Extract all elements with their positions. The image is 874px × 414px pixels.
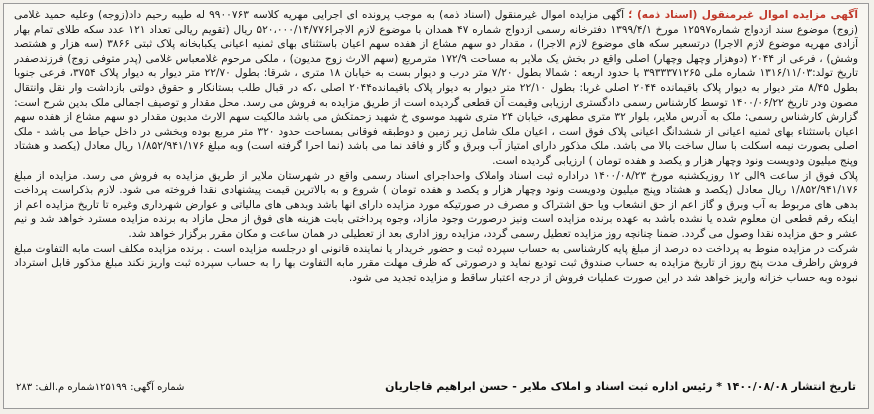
notice-frame bbox=[3, 3, 869, 409]
notice-intro-text: آگهی مزایده اموال غیرمنقول (اسناد ذمه) به موجب پرونده ای اجرایی مهریه کلاسه ۹۹۰۰۷۶۳ له طیبه رحیم داد(زوجه) وعلیه حمید غلامی (زوج) موضوع سند ازدواج شماره۱۲۵۹۷ مورخ ۱۳۹۹/۴/۱ دفترخانه رسمی ازدواج شماره ۴۷ همدان با موضوع لازم الاجرا۵۲۰،۰۰۰/۱۴/۷۷۶ ریال (تقویم ریالی تعداد ۱۲۱ عدد سکه طلای تمام بهار آزادی مهریه موضوع لازم الاجرا) درتسعیر سکه های موضوع لازم الاجرا) ، مقدار دو سهم مشاع از هفده سهم اعیان باستثنای بهای ثمنیه اعیانی یکبابخانه پلاک ثبتی ۳۸۶۶ (سه هزار و هشتصد وشش) ، فرعی از ۲۰۴۴ (دوهزار وچهل وچهار) اصلی واقع در بخش یک ملایر به مساحت ۱۷۲/۹ مترمربع (سهم الارث زوج مدیون) ، ملکی مرحوم غلامعباس غلامی (پدر متوفی زوج) فرزندصفدر تاریخ تولد:۱۳۱۶/۱۱/۰۳ شماره ملی ۳۹۳۳۳۷۱۲۶۵ با حدود اربعه : شمالا بطول ۷/۲۰ متر درب و دیوار بست به خیابان ۱۸ متری ، شرقا: بطول ۲۲/۷۰ متر دیوار به دیوار پلاک ۳۷۵۴، فرعی جنوبا بطول ۸/۴۵ متر دیوار به دیوار پلاک باقیمانده ۲۰۴۴ اصلی غربا: بطول ۲۲/۱۰ متر دیوار به دیوار پلاک باقیمانده۲۰۴۴ اصلی ،که در قبال طلب بستانکار و حقوق دولتی بازداشت وار نقل وانتقال مصون ودر تاریخ ۱۴۰۰/۰۶/۲۲ توسط کارشناس رسمی دادگستری ارزیابی وقیمت آن قطعی گردیده است از طریق مزایده به فروش می رسد. محل مقدار و توصیف اجمالی ملک بدین شرح است: bbox=[14, 9, 858, 109]
expert-report-paragraph: گزارش کارشناس رسمی: ملک به آدرس ملایر، بلوار ۳۲ متری مطهری، خیابان ۲۴ متری شهید موسوی خ شهید زحمتکش می باشد مالکیت سهم الارث مدیون مقدار دو سهم مشاع از هفده سهم اعیان باستثناء بهای ثمنیه اعیانی از ششدانگ اعیانی پلاک فوق است ، اعیان ملک شامل زیر زمین و دوطبقه فوقانی بمساحت حدود ۳۲۰ متر مربع بوده وبخشی در داخل حیاط می باشد - ملک اصلی بصورت نیمه اسکلت با سال ساخت بالا می باشد. ملک مذکور دارای امتیاز آب وبرق و گاز و فاقد نما می باشد (نما احرا گرفته است) وبه مبلغ ۱/۸۵۲/۹۴۱/۱۷۶ ریال معادل (یکصد و هشتاد وپنج میلیون ودویست ونود وچهار هزار و یکصد و هفده تومان ) ارزیابی گردیده است. bbox=[14, 111, 858, 167]
notice-body bbox=[14, 8, 858, 404]
publication-signature: تاریخ انتشار ۱۴۰۰/۰۸/۰۸ * رئیس اداره ثبت اسناد و املاک ملایر - حسن ابراهیم قاجاریان bbox=[385, 380, 856, 393]
conditions-paragraph: شرکت در مزایده منوط به پرداخت ده درصد از مبلغ پایه کارشناسی به حساب سپرده ثبت و حضور خریدار یا نماینده قانونی او درجلسه مزایده است . برنده مزایده مکلف است مابه التفاوت مبلغ فروش راظرف مدت پنج روز از تاریخ مزایده به حساب صندوق ثبت تودیع نماید و درصورتی که ظرف مهلت مقرر مابه التفاوت بها را به حساب سپرده ثبت واریز نکند مبلغ مذکور قابل استرداد نبوده وبه حساب خزانه واریز خواهد شد در این صورت عملیات فروش از درجه اعتبار ساقط و مزایده تجدید می شود. bbox=[14, 242, 858, 284]
notice-code: شماره آگهی: ۱۲۵۱۹۹شماره م.الف: ۲۸۳ bbox=[16, 382, 185, 393]
notice-first-paragraph bbox=[14, 8, 858, 110]
notice-title: آگهی مزایده اموال غیرمنقول (اسناد ذمه) ؛ bbox=[628, 9, 858, 21]
notice-footer bbox=[16, 380, 856, 400]
auction-details-paragraph: پلاک فوق از ساعت ۹الی ۱۲ روزیکشنبه مورخ ۱۴۰۰/۰۸/۲۳ دراداره ثبت اسناد واملاک واحداجرای اسناد رسمی واقع در شهرستان ملایر از طریق مزایده به فروش می رسد. مزایده از مبلغ ۱/۸۵۲/۹۴۱/۱۷۶ ریال معادل (یکصد و هشتاد وپنج میلیون ودویست ونود وچهار هزار و یکصد و هفده تومان ) شروع و به بالاترین قیمت پیشنهادی نقدا فروخته می شود. لازم بذکراست پرداخت بدهی های مربوط به آب وبرق و گاز اعم از حق انشعاب ویا حق اشتراک و مصرف در صورتیکه مورد مزایده دارای انها باشد وبدهی های مالیاتی و عوارض شهرداری وغیره تا تاریخ مزایده اعم از اینکه رقم قطعی ان معلوم شده یا نشده باشد به عهده برنده مزایده است ونیز درصورت وجود مازاد، وجوه پرداختی بابت هزینه های فوق از محل مازاد به برنده مزایده مسترد خواهد شد و نیم عشر و حق مزایده نقدا وصول می گردد. ضمنا چنانچه روز مزایده تعطیل رسمی گردد، مزایده روز اداری بعد از تعطیلی در همان ساعت و مکان مقرر برگزار خواهد شد. bbox=[14, 169, 858, 240]
